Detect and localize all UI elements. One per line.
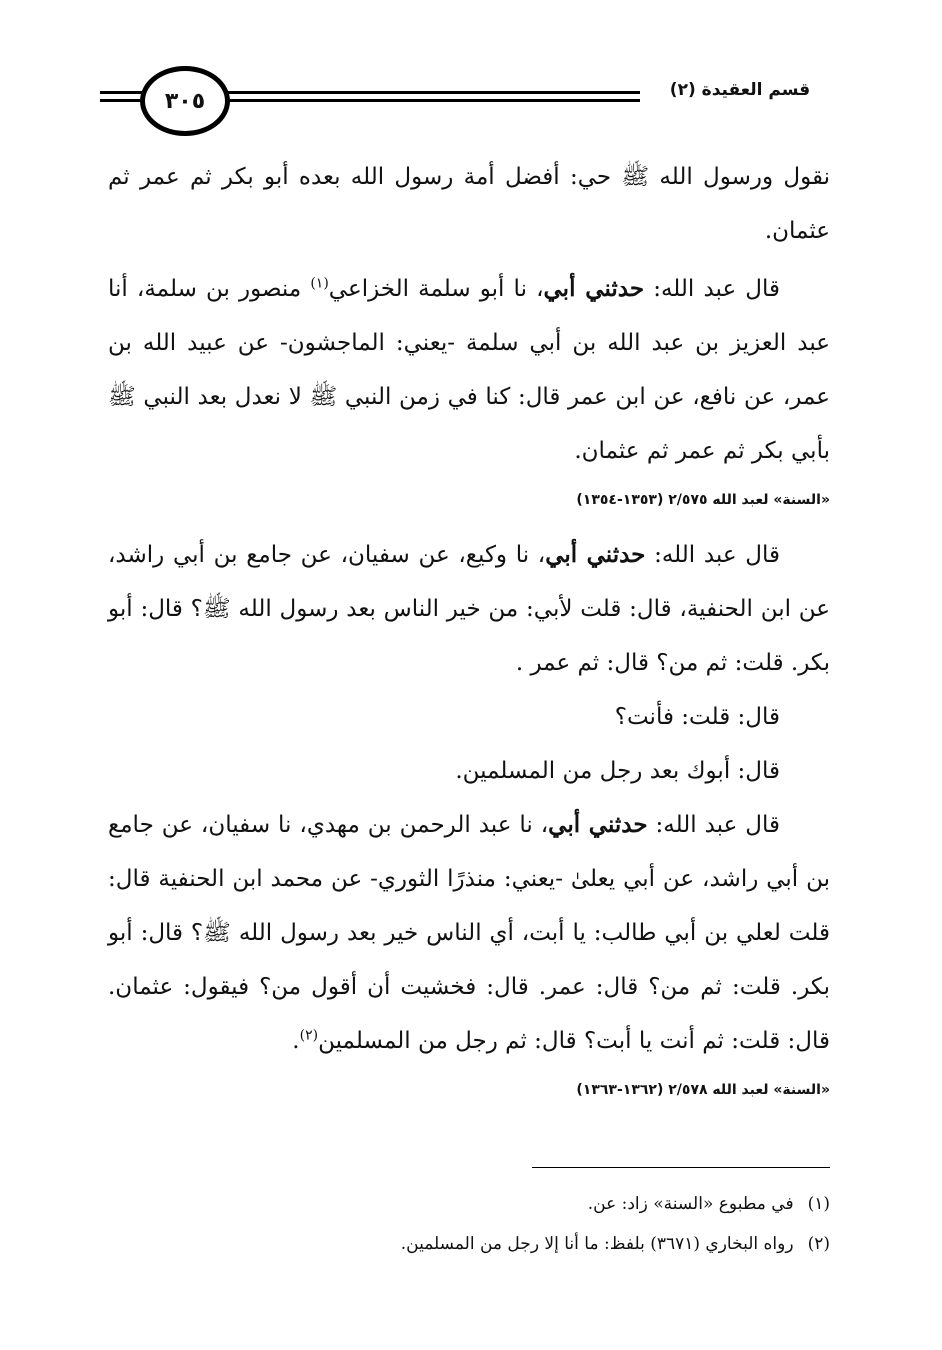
text: قال عبد الله:	[645, 542, 780, 568]
citation: «السنة» لعبد الله ٢/٥٧٨ (١٣٦٢-١٣٦٣)	[576, 1082, 830, 1098]
footnote-text: رواه البخاري (٣٦٧١) بلفظ: ما أنا إلا رجل من المسلمين.	[400, 1234, 794, 1254]
text: نقول ورسول الله ﷺ حي: أفضل أمة رسول الله بعده أبو بكر ثم عمر ثم عثمان.	[108, 164, 830, 244]
page-number: ٣٠٥	[164, 88, 206, 114]
paragraph	[108, 798, 830, 1068]
citation: «السنة» لعبد الله ٢/٥٧٥ (١٣٥٣-١٣٥٤)	[576, 492, 830, 508]
text: ، نا أبو سلمة الخزاعي	[328, 276, 544, 302]
paragraph	[108, 262, 830, 478]
footnote-separator	[532, 1167, 830, 1168]
text: قال عبد الله:	[647, 812, 780, 838]
page-header	[100, 66, 835, 136]
paragraph	[108, 690, 830, 744]
paragraph	[108, 528, 830, 690]
text: قال: قلت: فأنت؟	[614, 704, 780, 730]
footnote	[108, 1224, 830, 1264]
narrator-bold: حدثني أبي	[545, 541, 646, 568]
text: .	[292, 1028, 300, 1054]
paragraph	[108, 150, 830, 258]
footnote-mark: (٢)	[807, 1234, 830, 1254]
footnote-ref: (٢)	[299, 1027, 319, 1044]
text: قال عبد الله:	[644, 276, 781, 302]
footnote-ref: (١)	[310, 275, 329, 292]
text: ، نا عبد الرحمن بن مهدي، نا سفيان، عن جامع بن أبي راشد، عن أبي يعلىٰ -يعني: منذرًا الثوري- عن محمد ابن الحنفية قال: قلت لعلي بن أبي طالب: يا أبت، أي الناس خير بعد رسول الله ﷺ؟ قال: أبو بكر. قلت: ثم من؟ قال: عمر. قال: فخشيت أن أقول من؟ فيقول: عثمان. قال: قلت: ثم أنت يا أبت؟ قال: ثم رجل من المسلمين	[108, 812, 830, 1054]
footnote-text: في مطبوع «السنة» زاد: عن.	[587, 1194, 794, 1214]
page-number-badge	[140, 66, 230, 136]
text: منصور بن سلمة، أنا عبد العزيز بن عبد الله بن أبي سلمة -يعني: الماجشون- عن عبيد الله بن عمر، عن نافع، عن ابن عمر قال: كنا في زمن النبي ﷺ لا نعدل بعد النبي ﷺ بأبي بكر ثم عمر ثم عثمان.	[108, 276, 830, 464]
narrator-bold: حدثني أبي	[543, 275, 645, 302]
main-text	[108, 150, 830, 1118]
footnotes	[108, 1184, 830, 1264]
running-title: قسم العقيدة (٢)	[640, 80, 840, 110]
text: ، نا وكيع، عن سفيان، عن جامع بن أبي راشد، عن ابن الحنفية، قال: قلت لأبي: من خير الناس بعد رسول الله ﷺ؟ قال: أبو بكر. قلت: ثم من؟ قال: ثم عمر .	[108, 542, 830, 676]
text: قال: أبوك بعد رجل من المسلمين.	[455, 758, 780, 784]
paragraph	[108, 744, 830, 798]
narrator-bold: حدثني أبي	[548, 811, 648, 838]
footnote-mark: (١)	[807, 1194, 830, 1214]
footnote	[108, 1184, 830, 1224]
